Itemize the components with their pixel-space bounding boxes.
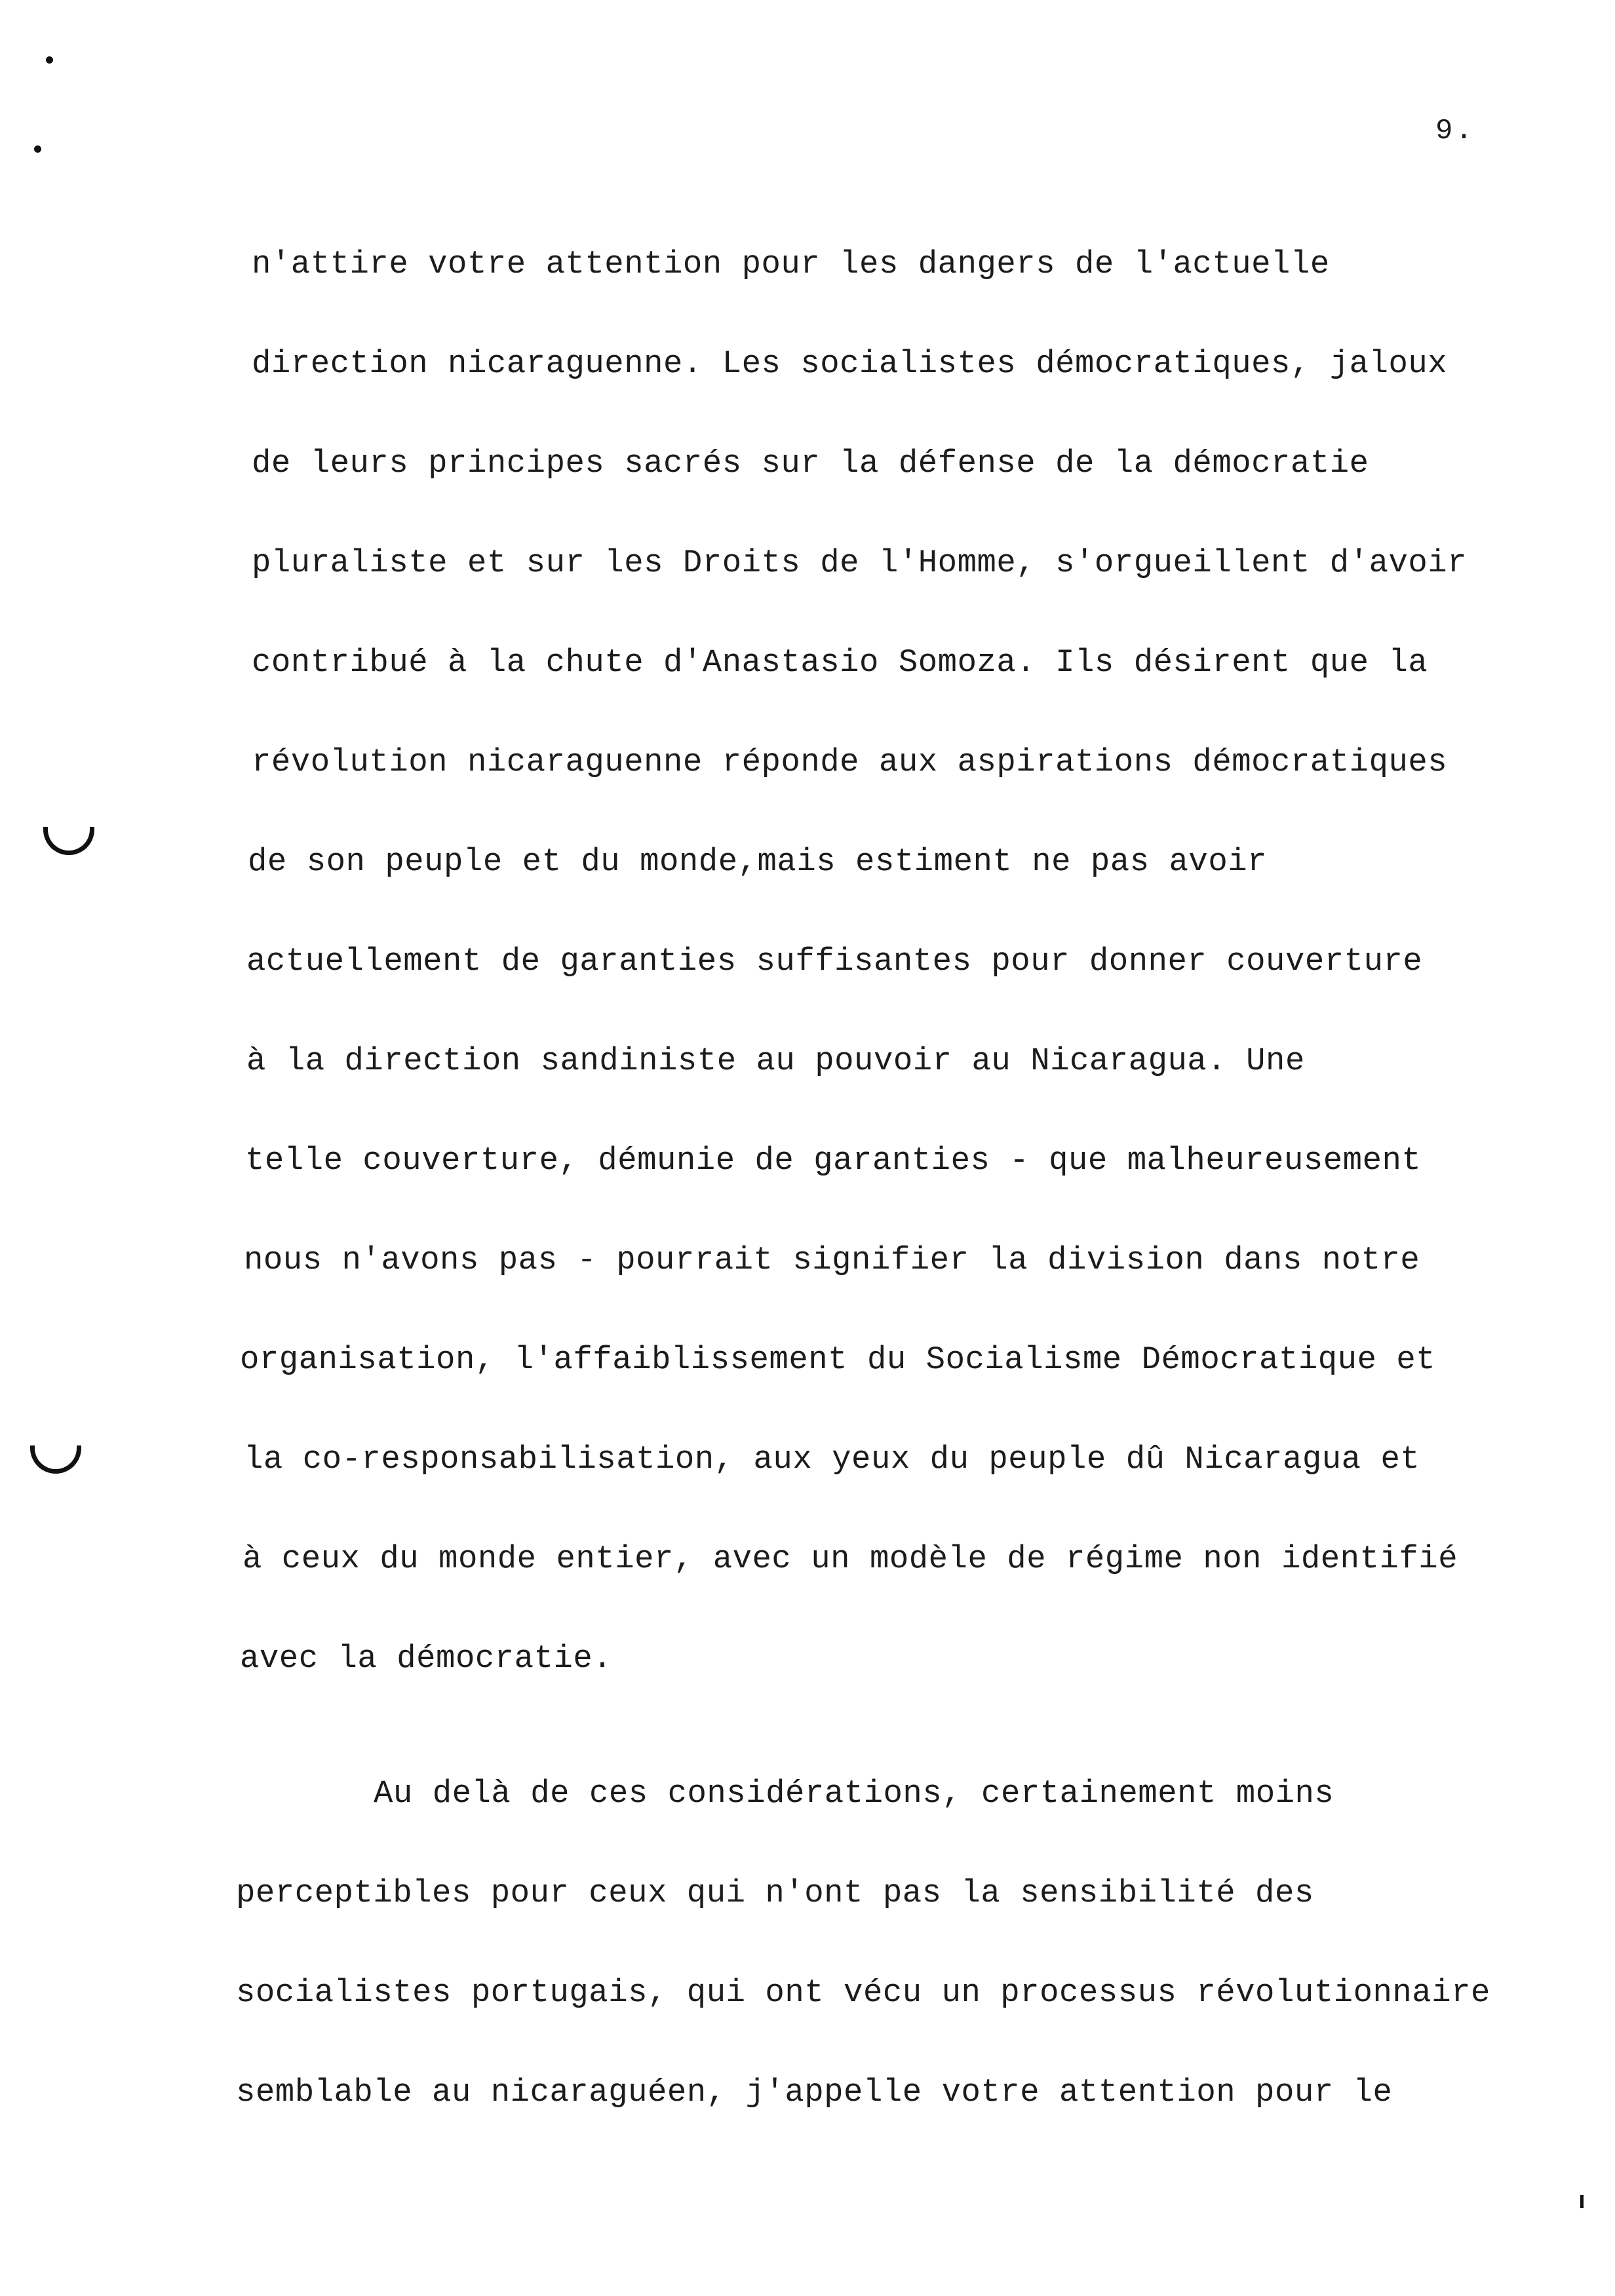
punch-hole-mark xyxy=(30,1445,81,1474)
text-line: socialistes portugais, qui ont vécu un processus révolutionnaire xyxy=(236,1974,1490,2011)
text-line: semblable au nicaraguéen, j'appelle votre attention pour le xyxy=(236,2074,1393,2111)
punch-hole-mark xyxy=(43,827,94,855)
punch-hole-mark xyxy=(34,145,41,153)
margin-mark xyxy=(1580,2195,1584,2208)
paragraph-first-line: Au delà de ces considérations, certainement moins xyxy=(374,1775,1334,1812)
text-line: la co-responsabilisation, aux yeux du peuple dû Nicaragua et xyxy=(244,1441,1420,1478)
text-line: révolution nicaraguenne réponde aux aspirations démocratiques xyxy=(252,744,1448,780)
punch-hole-mark xyxy=(46,56,53,64)
text-line: avec la démocratie. xyxy=(240,1640,613,1677)
text-line: organisation, l'affaiblissement du Socialisme Démocratique et xyxy=(240,1341,1436,1378)
text-line: n'attire votre attention pour les dangers de l'actuelle xyxy=(252,246,1330,282)
text-line: à la direction sandiniste au pouvoir au Nicaragua. Une xyxy=(246,1043,1305,1079)
text-line: telle couverture, démunie de garanties - que malheureusement xyxy=(245,1142,1422,1179)
text-line: perceptibles pour ceux qui n'ont pas la sensibilité des xyxy=(236,1875,1314,1911)
text-line: nous n'avons pas - pourrait signifier la division dans notre xyxy=(244,1242,1420,1278)
text-line: contribué à la chute d'Anastasio Somoza. Ils désirent que la xyxy=(252,644,1428,681)
text-line: pluraliste et sur les Droits de l'Homme, s'orgueillent d'avoir xyxy=(252,545,1468,581)
text-line: direction nicaraguenne. Les socialistes démocratiques, jaloux xyxy=(252,345,1448,382)
text-line: à ceux du monde entier, avec un modèle de régime non identifié xyxy=(243,1540,1458,1577)
text-line: actuellement de garanties suffisantes pour donner couverture xyxy=(246,943,1423,980)
text-line: de leurs principes sacrés sur la défense de la démocratie xyxy=(252,445,1369,482)
page-number: 9. xyxy=(1435,115,1475,147)
text-line: de son peuple et du monde,mais estiment ne pas avoir xyxy=(248,843,1268,880)
